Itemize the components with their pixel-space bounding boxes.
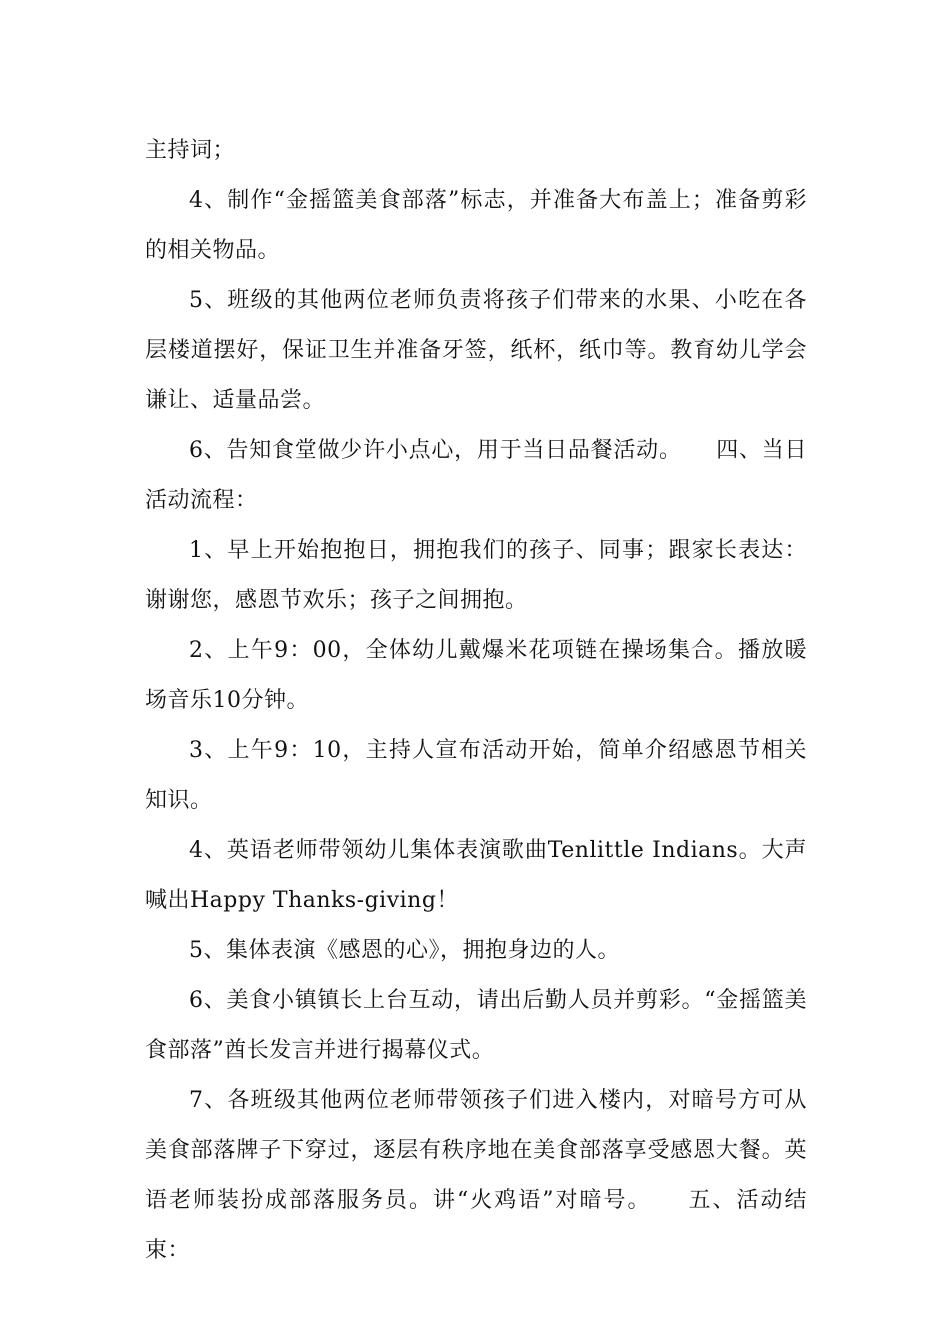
paragraph-flow-2-assembly: 2、上午9：00，全体幼儿戴爆米花项链在操场集合。播放暖场音乐10分钟。	[145, 638, 807, 713]
paragraph-flow-5-performance: 5、集体表演《感恩的心》，拥抱身边的人。	[189, 938, 620, 963]
paragraph-item-4-logo: 4、制作“金摇篮美食部落”标志，并准备大布盖上；准备剪彩的相关物品。	[145, 188, 807, 263]
paragraph-flow-3-opening: 3、上午9：10，主持人宣布活动开始，简单介绍感恩节相关知识。	[145, 738, 807, 813]
paragraph-flow-7-feast: 7、各班级其他两位老师带领孩子们进入楼内，对暗号方可从美食部落牌子下穿过，逐层有秩序地在美食部落享受感恩大餐。英语老师装扮成部落服务员。讲“火鸡语”对暗号。 五、活动结束：	[145, 1088, 807, 1263]
paragraph-flow-1-hug-day: 1、早上开始抱抱日，拥抱我们的孩子、同事；跟家长表达：谢谢您，感恩节欢乐；孩子之间拥抱。	[145, 538, 807, 613]
paragraph-flow-4-song: 4、英语老师带领幼儿集体表演歌曲Tenlittle Indians。大声喊出Happy Thanks-giving！	[145, 838, 807, 913]
paragraph-host-script: 主持词；	[145, 138, 236, 163]
paragraph-item-6-canteen: 6、告知食堂做少许小点心，用于当日品餐活动。 四、当日活动流程：	[145, 438, 807, 513]
paragraph-item-5-snacks: 5、班级的其他两位老师负责将孩子们带来的水果、小吃在各层楼道摆好，保证卫生并准备牙签，纸杯，纸巾等。教育幼儿学会谦让、适量品尝。	[145, 288, 807, 413]
paragraph-flow-6-ribbon-cutting: 6、美食小镇镇长上台互动，请出后勤人员并剪彩。“金摇篮美食部落”酋长发言并进行揭幕仪式。	[145, 988, 807, 1063]
document-body	[145, 126, 807, 1276]
